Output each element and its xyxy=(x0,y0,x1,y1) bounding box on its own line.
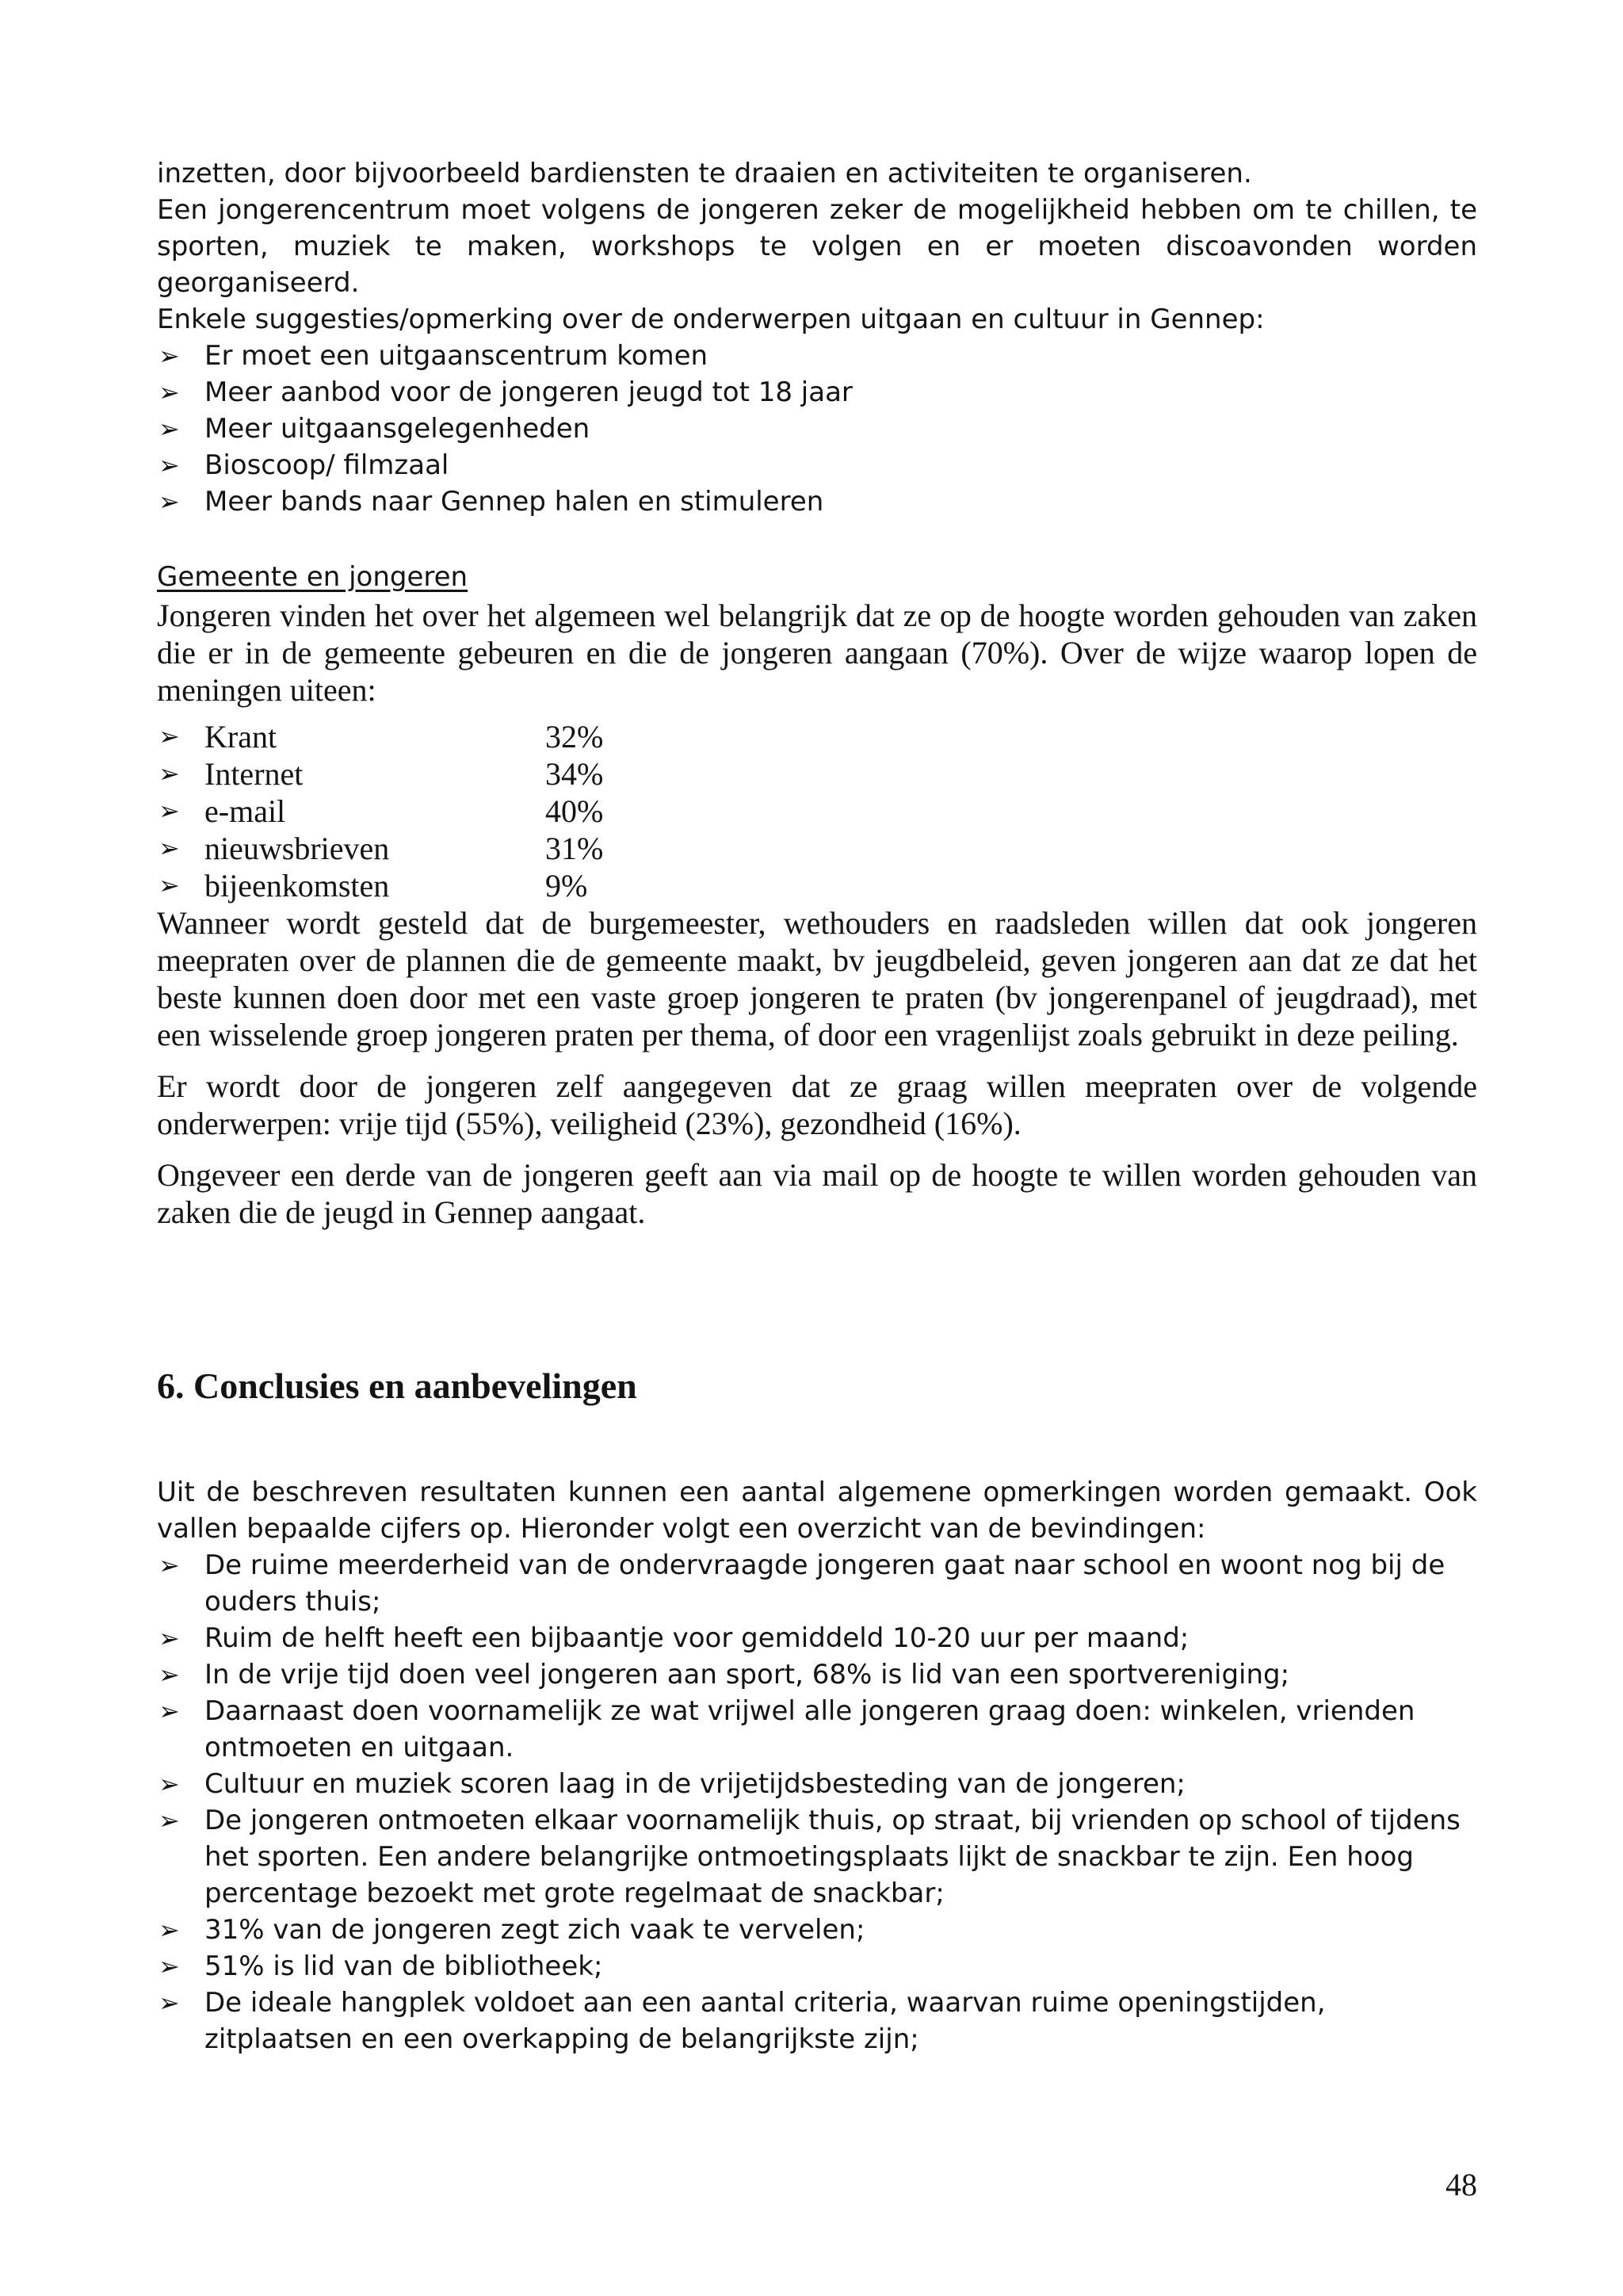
list-item xyxy=(157,338,1477,374)
list-item xyxy=(157,1766,1477,1802)
conclusies-heading-block xyxy=(157,1365,1477,1408)
arrow-bullet-icon: ➢ xyxy=(158,377,180,407)
arrow-bullet-icon: ➢ xyxy=(158,487,180,517)
paragraph: Een jongerencentrum moet volgens de jongeren zeker de mogelijkheid hebben om te chillen, te sporten, muziek te maken, workshops te volgen en er moeten discoavonden worden georganiseerd. xyxy=(157,194,1477,299)
list-item-text: Cultuur en muziek scoren laag in de vrijetijdsbesteding van de jongeren; xyxy=(204,1768,1186,1800)
list-item xyxy=(157,1985,1477,2057)
conclusies-section xyxy=(157,1474,1477,2057)
list-item-text: 31% van de jongeren zegt zich vaak te vervelen; xyxy=(204,1914,865,1946)
list-item-text: Daarnaast doen voornamelijk ze wat vrijwel alle jongeren graag doen: winkelen, vrienden ontmoeten en uitgaan. xyxy=(204,1695,1415,1763)
findings-list xyxy=(157,1547,1477,2057)
channel-percentage: 34% xyxy=(545,756,604,792)
list-item-text: 51% is lid van de bibliotheek; xyxy=(204,1950,603,1982)
arrow-bullet-icon: ➢ xyxy=(158,1805,180,1836)
arrow-bullet-icon: ➢ xyxy=(158,758,180,789)
list-item-text: Ruim de helft heeft een bijbaantje voor gemiddeld 10-20 uur per maand; xyxy=(204,1622,1190,1654)
arrow-bullet-icon: ➢ xyxy=(158,414,180,444)
channel-label: nieuwsbrieven xyxy=(204,831,390,866)
channel-list xyxy=(157,718,1477,904)
section-title: Gemeente en jongeren xyxy=(157,561,468,593)
channel-percentage: 32% xyxy=(545,719,604,755)
list-item-text: De ideale hangplek voldoet aan een aantal criteria, waarvan ruime openingstijden, zitplaatsen en een overkapping de belangrijkste zijn; xyxy=(204,1987,1326,2055)
list-item xyxy=(157,1912,1477,1948)
list-item xyxy=(157,1948,1477,1985)
arrow-bullet-icon: ➢ xyxy=(158,796,180,826)
channel-percentage: 9% xyxy=(545,868,588,904)
list-item-text: Bioscoop/ filmzaal xyxy=(204,449,449,481)
arrow-bullet-icon: ➢ xyxy=(158,1951,180,1981)
list-item xyxy=(157,830,1477,867)
arrow-bullet-icon: ➢ xyxy=(158,450,180,480)
arrow-bullet-icon: ➢ xyxy=(158,1988,180,2018)
list-item xyxy=(157,867,1477,904)
list-item xyxy=(157,793,1477,830)
suggestion-list xyxy=(157,338,1477,520)
list-item xyxy=(157,1620,1477,1656)
page-number: 48 xyxy=(1445,2167,1477,2202)
section-heading: 6. Conclusies en aanbevelingen xyxy=(157,1366,637,1406)
list-item xyxy=(157,1802,1477,1912)
arrow-bullet-icon: ➢ xyxy=(158,870,180,900)
arrow-bullet-icon: ➢ xyxy=(158,1769,180,1799)
list-item xyxy=(157,411,1477,447)
arrow-bullet-icon: ➢ xyxy=(158,341,180,371)
list-item-text: Meer uitgaansgelegenheden xyxy=(204,413,590,445)
list-item xyxy=(157,1547,1477,1620)
paragraph: Wanneer wordt gesteld dat de burgemeester, wethouders en raadsleden willen dat ook jongeren meepraten over de plannen die de gemeente maakt, bv jeugdbeleid, geven jongeren aan dat ze dat het beste kunnen doen door met een vaste groep jongeren te praten (bv jongerenpanel of jeugdraad), met een wisselende groep jongeren praten per thema, of door een vragenlijst zoals gebruikt in deze peiling. xyxy=(157,905,1477,1052)
list-item-text: De jongeren ontmoeten elkaar voornamelijk thuis, op straat, bij vrienden op school of tijdens het sporten. Een andere belangrijke ontmoetingsplaats lijkt de snackbar te zijn. Een hoog percentage bezoekt met grote regelmaat de snackbar; xyxy=(204,1805,1461,1909)
paragraph: inzetten, door bijvoorbeeld bardiensten te draaien en activiteiten te organiseren. xyxy=(157,158,1252,189)
channel-label: e-mail xyxy=(204,793,286,829)
channel-percentage: 40% xyxy=(545,793,604,829)
arrow-bullet-icon: ➢ xyxy=(158,721,180,751)
paragraph: Enkele suggesties/opmerking over de onderwerpen uitgaan en cultuur in Gennep: xyxy=(157,304,1265,335)
list-item xyxy=(157,718,1477,755)
arrow-bullet-icon: ➢ xyxy=(158,1550,180,1580)
list-item-text: Meer aanbod voor de jongeren jeugd tot 18 jaar xyxy=(204,376,853,408)
paragraph: Er wordt door de jongeren zelf aangegeven dat ze graag willen meepraten over de volgende onderwerpen: vrije tijd (55%), veiligheid (23%), gezondheid (16%). xyxy=(157,1068,1477,1141)
list-item-text: Er moet een uitgaanscentrum komen xyxy=(204,340,708,372)
top-section xyxy=(157,155,1477,520)
list-item xyxy=(157,483,1477,520)
channel-percentage: 31% xyxy=(545,831,604,866)
arrow-bullet-icon: ➢ xyxy=(158,1660,180,1690)
arrow-bullet-icon: ➢ xyxy=(158,1696,180,1726)
list-item xyxy=(157,1693,1477,1766)
arrow-bullet-icon: ➢ xyxy=(158,1915,180,1945)
channel-label: bijeenkomsten xyxy=(204,868,390,904)
list-item-text: Meer bands naar Gennep halen en stimuleren xyxy=(204,486,824,518)
paragraph: Uit de beschreven resultaten kunnen een aantal algemene opmerkingen worden gemaakt. Ook vallen bepaalde cijfers op. Hieronder volgt een overzicht van de bevindingen: xyxy=(157,1477,1477,1545)
channel-label: Internet xyxy=(204,756,304,792)
channel-label: Krant xyxy=(204,719,277,755)
list-item xyxy=(157,1656,1477,1693)
list-item-text: In de vrije tijd doen veel jongeren aan sport, 68% is lid van een sportvereniging; xyxy=(204,1659,1290,1690)
list-item xyxy=(157,447,1477,483)
paragraph: Ongeveer een derde van de jongeren geeft aan via mail op de hoogte te willen worden gehouden van zaken die de jeugd in Gennep aangaat. xyxy=(157,1157,1477,1230)
gemeente-section xyxy=(157,559,1477,1231)
arrow-bullet-icon: ➢ xyxy=(158,833,180,863)
paragraph: Jongeren vinden het over het algemeen wel belangrijk dat ze op de hoogte worden gehouden van zaken die er in de gemeente gebeuren en die de jongeren aangaan (70%). Over de wijze waarop lopen de meningen uiteen: xyxy=(157,598,1477,708)
list-item xyxy=(157,755,1477,793)
list-item xyxy=(157,374,1477,411)
list-item-text: De ruime meerderheid van de ondervraagde jongeren gaat naar school en woont nog bij de ouders thuis; xyxy=(204,1549,1445,1618)
arrow-bullet-icon: ➢ xyxy=(158,1623,180,1653)
